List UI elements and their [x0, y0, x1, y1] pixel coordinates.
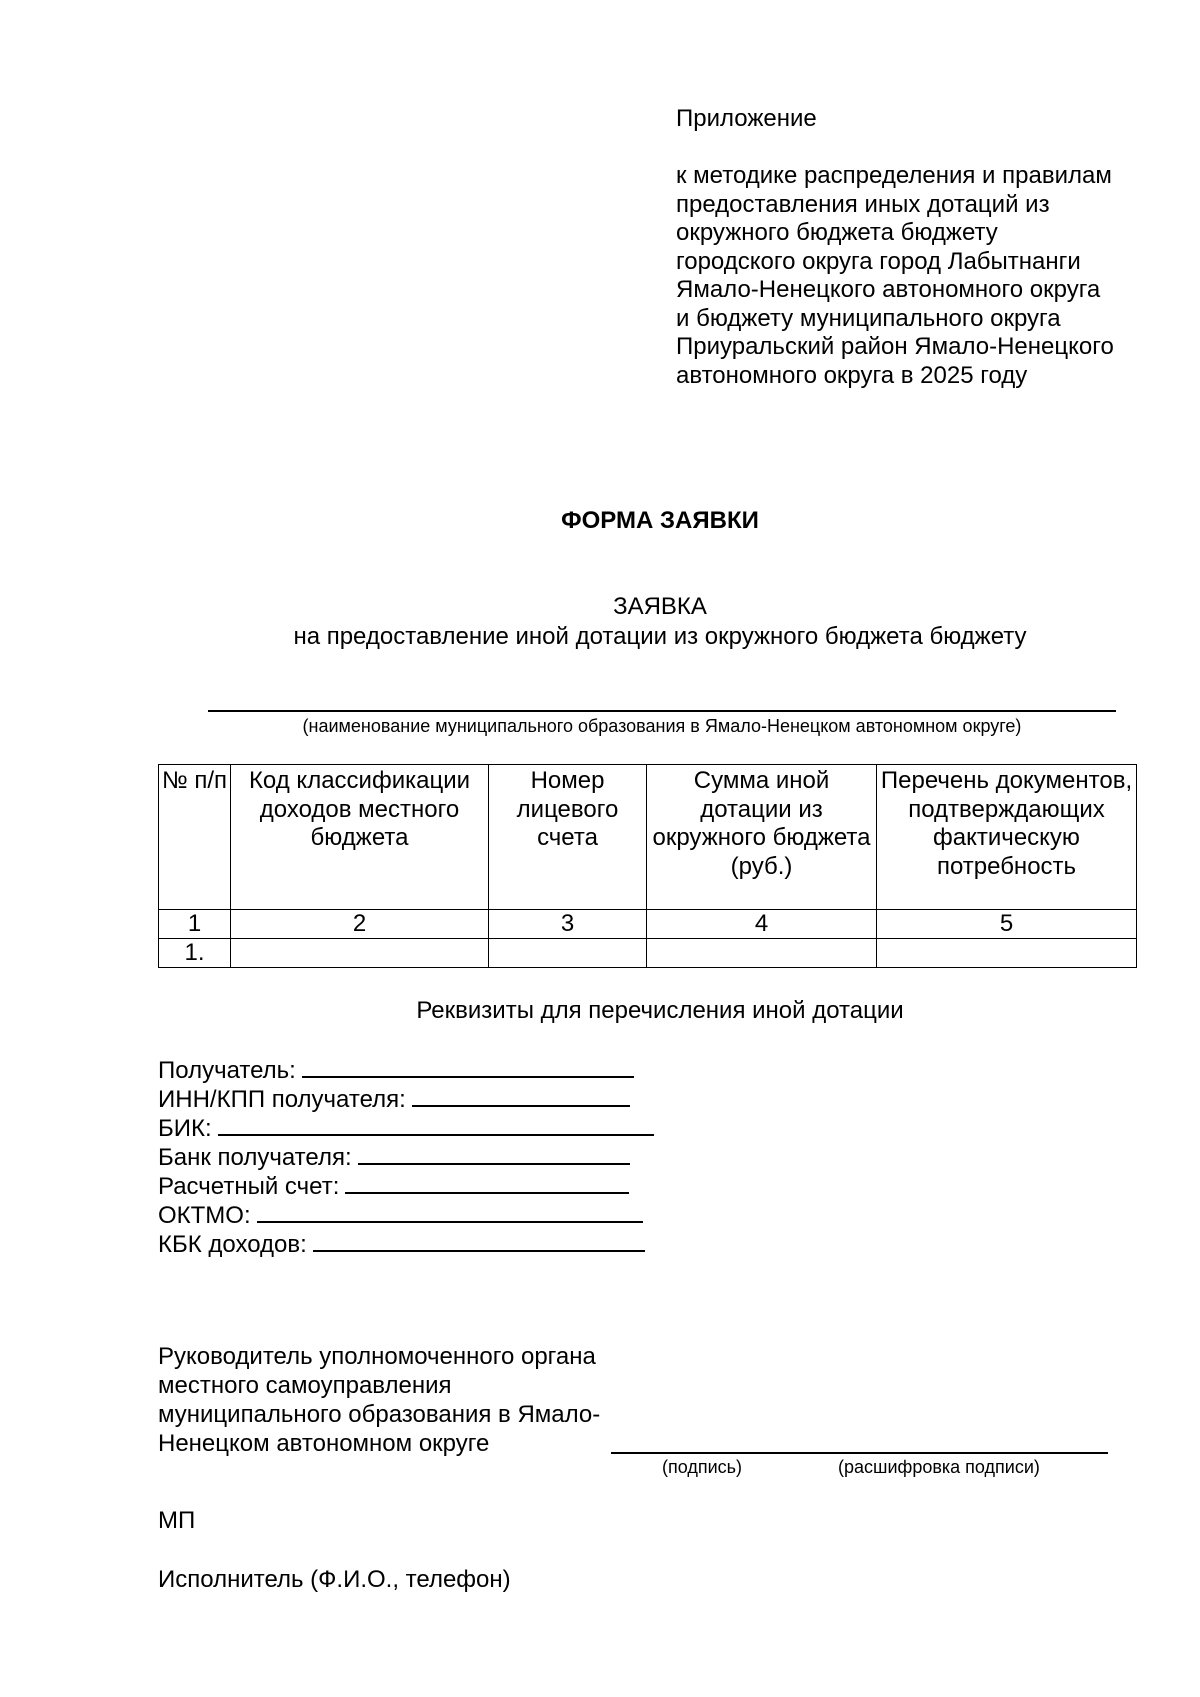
detail-oktmo	[158, 1201, 858, 1230]
header-classification-code: Код классификации доходов местного бюджета	[231, 765, 489, 910]
detail-label: ИНН/КПП получателя:	[158, 1086, 406, 1113]
detail-kbk	[158, 1230, 858, 1259]
column-number-row	[159, 910, 1137, 939]
fill-line	[313, 1230, 645, 1252]
detail-label: КБК доходов:	[158, 1231, 307, 1258]
detail-label: Банк получателя:	[158, 1144, 352, 1171]
appendix-text: к методике распределения и правилам предоставления иных дотаций из окружного бюджета бюджету городского округа город Лабытнанги Ямало-Ненецкого автономного округа и бюджету муниципального округа Приуральский район Ямало-Ненецкого автономного округа в 2025 году	[676, 162, 1114, 389]
header-account-number: Номер лицевого счета	[489, 765, 647, 910]
fill-line	[412, 1085, 630, 1107]
fill-line	[345, 1172, 629, 1194]
details-title: Реквизиты для перечисления иной дотации	[416, 997, 904, 1024]
fill-line	[257, 1201, 643, 1223]
table-cell-documents-list	[877, 939, 1137, 968]
table-cell-classification-code	[231, 939, 489, 968]
fill-line	[218, 1114, 654, 1136]
detail-recipient	[158, 1056, 858, 1085]
executor-label: Исполнитель (Ф.И.О., телефон)	[158, 1566, 511, 1593]
detail-bik	[158, 1114, 858, 1143]
detail-label: ОКТМО:	[158, 1202, 251, 1229]
table-cell-grant-amount	[647, 939, 877, 968]
detail-inn-kpp	[158, 1085, 858, 1114]
header-grant-amount: Сумма иной дотации из окружного бюджета (руб.)	[647, 765, 877, 910]
table-cell-row-number: 1.	[159, 939, 231, 968]
municipality-caption: (наименование муниципального образования в Ямало-Ненецком автономном округе)	[302, 716, 1022, 736]
header-documents-list: Перечень документов, подтверждающих фактическую потребность	[877, 765, 1137, 910]
fill-line	[358, 1143, 630, 1165]
column-number: 4	[647, 910, 877, 939]
detail-label: БИК:	[158, 1115, 212, 1142]
table-cell-account-number	[489, 939, 647, 968]
stamp-label: МП	[158, 1507, 196, 1534]
signature-caption: (подпись)	[662, 1457, 743, 1477]
column-number: 3	[489, 910, 647, 939]
column-number: 1	[159, 910, 231, 939]
detail-bank	[158, 1143, 858, 1172]
detail-account	[158, 1172, 858, 1201]
request-title: ЗАЯВКА	[613, 593, 707, 620]
payment-details-list	[158, 1056, 858, 1259]
detail-label: Расчетный счет:	[158, 1173, 340, 1200]
funding-table	[158, 764, 1137, 968]
signature-decode-caption: (расшифровка подписи)	[838, 1457, 1040, 1477]
column-number: 2	[231, 910, 489, 939]
detail-label: Получатель:	[158, 1057, 296, 1084]
table-header-row	[159, 765, 1137, 910]
column-number: 5	[877, 910, 1137, 939]
signature-line	[611, 1452, 1108, 1454]
form-heading: ФОРМА ЗАЯВКИ	[561, 507, 759, 534]
request-subtitle: на предоставление иной дотации из окружного бюджета бюджету	[293, 623, 1027, 650]
appendix-title: Приложение	[676, 105, 817, 132]
head-title: Руководитель уполномоченного органа местного самоуправления муниципального образования в Ямало-Ненецком автономном округе	[158, 1343, 601, 1457]
header-row-number: № п/п	[159, 765, 231, 910]
municipality-name-line	[208, 710, 1116, 712]
table-row	[159, 939, 1137, 968]
fill-line	[302, 1056, 634, 1078]
